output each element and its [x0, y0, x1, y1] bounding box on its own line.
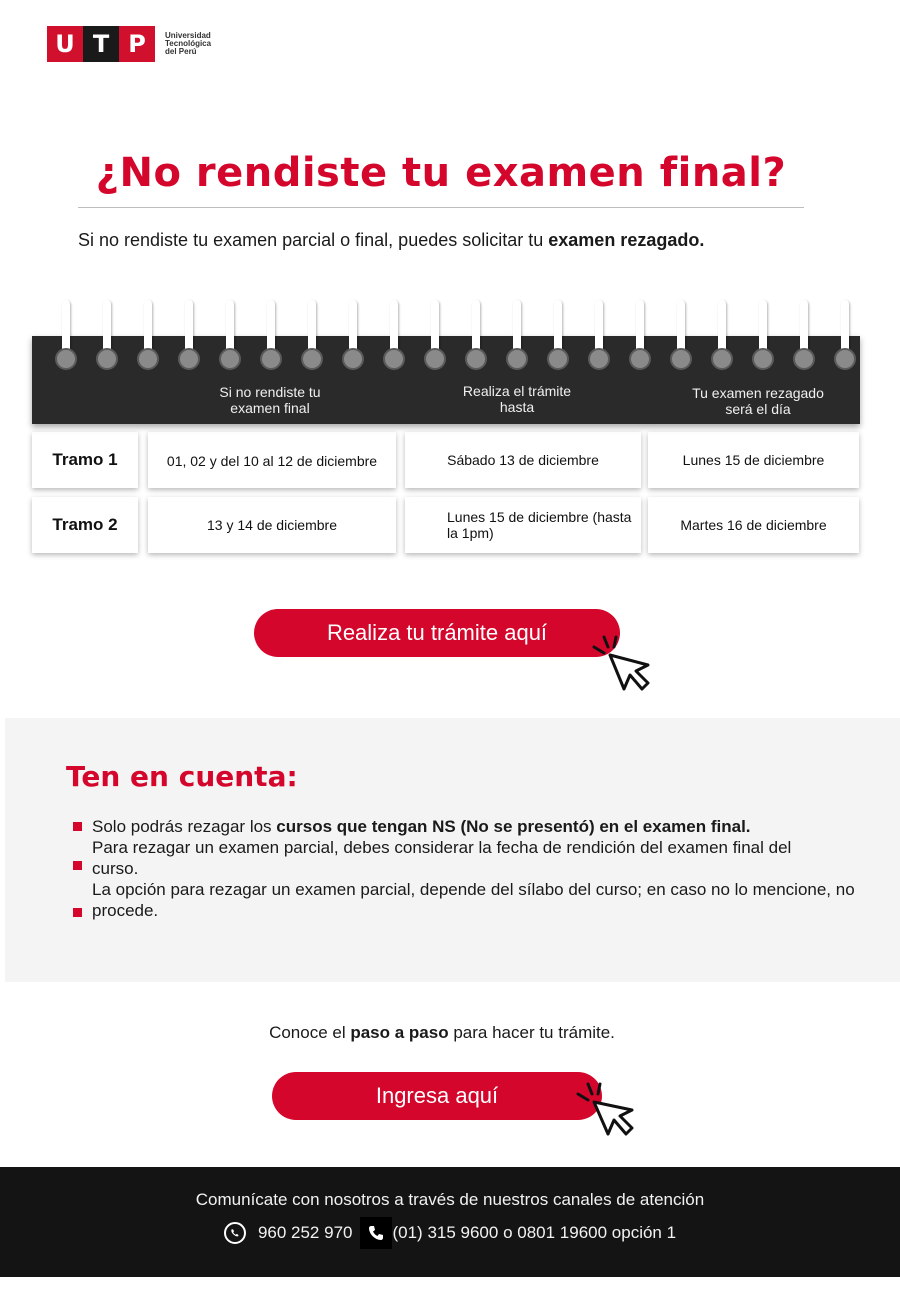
logo-letter: P — [119, 26, 155, 62]
calendar-ring-hole — [629, 348, 651, 370]
note-item — [92, 816, 862, 837]
steps-highlight: paso a paso — [350, 1023, 449, 1042]
calendar-ring-hole — [793, 348, 815, 370]
steps-prefix: Conoce el — [269, 1023, 351, 1042]
column-header-deadline: Realiza el trámite hasta — [462, 383, 572, 415]
whatsapp-icon — [224, 1222, 246, 1244]
calendar-ring-hole — [96, 348, 118, 370]
calendar-ring-hole — [834, 348, 856, 370]
calendar-ring-hole — [137, 348, 159, 370]
calendar-ring-hole — [219, 348, 241, 370]
subtitle-text: Si no rendiste tu examen parcial o final, puedes solicitar tu — [78, 230, 549, 250]
notes-list — [92, 816, 862, 921]
logo-letter: U — [47, 26, 83, 62]
steps-text — [0, 1023, 884, 1043]
column-header-exam-day: Tu examen rezagado será el día — [692, 385, 824, 417]
footer-contact-text: Comunícate con nosotros a través de nuestros canales de atención — [195, 1190, 705, 1209]
note-text: Solo podrás rezagar los — [92, 817, 277, 836]
whatsapp-number[interactable]: 960 252 970 — [257, 1223, 353, 1242]
calendar-ring-hole — [260, 348, 282, 370]
start-procedure-button[interactable]: Realiza tu trámite aquí — [254, 609, 620, 657]
calendar-ring-hole — [752, 348, 774, 370]
enter-here-button[interactable]: Ingresa aquí — [272, 1072, 602, 1120]
steps-suffix: para hacer tu trámite. — [448, 1023, 615, 1042]
bullet-icon — [73, 908, 82, 917]
calendar-ring-hole — [178, 348, 200, 370]
calendar-ring-hole — [465, 348, 487, 370]
phone-icon — [360, 1217, 392, 1249]
phone-numbers[interactable]: (01) 315 9600 o 0801 19600 opción 1 — [392, 1223, 677, 1242]
row-label-tramo-1: Tramo 1 — [32, 432, 138, 488]
calendar-ring-hole — [301, 348, 323, 370]
row-label-tramo-2: Tramo 2 — [32, 497, 138, 553]
bullet-icon — [73, 861, 82, 870]
calendar-ring-hole — [588, 348, 610, 370]
cell-deadline: Lunes 15 de diciembre (hasta la 1pm) — [405, 497, 641, 553]
subtitle-highlight: examen rezagado. — [548, 230, 705, 250]
cell-range: 01, 02 y del 10 al 12 de diciembre — [148, 432, 396, 488]
logo-text: Universidad Tecnológica del Perú — [165, 31, 212, 56]
pointer-cursor-icon — [574, 1080, 638, 1140]
notes-title: Ten en cuenta: — [66, 760, 298, 793]
calendar-ring-holes — [0, 0, 900, 380]
cell-exam-day: Lunes 15 de diciembre — [648, 432, 859, 488]
bullet-icon — [73, 822, 82, 831]
note-item: Para rezagar un examen parcial, debes considerar la fecha de rendición del examen final del curso. — [92, 838, 792, 878]
calendar-ring-hole — [55, 348, 77, 370]
cell-range: 13 y 14 de diciembre — [148, 497, 396, 553]
calendar-ring-hole — [342, 348, 364, 370]
page-title: ¿No rendiste tu examen final? — [95, 150, 787, 196]
logo-letter: T — [83, 26, 119, 62]
calendar-ring-hole — [711, 348, 733, 370]
calendar-ring-hole — [383, 348, 405, 370]
pointer-cursor-icon — [590, 633, 654, 695]
calendar-ring-hole — [670, 348, 692, 370]
column-header-range: Si no rendiste tu examen final — [219, 384, 321, 416]
calendar-ring-hole — [506, 348, 528, 370]
note-item: La opción para rezagar un examen parcial, depende del sílabo del curso; en caso no lo mencione, no procede. — [92, 880, 855, 920]
footer-contact-channels — [0, 1218, 900, 1248]
cell-exam-day: Martes 16 de diciembre — [648, 497, 859, 553]
calendar-ring-hole — [547, 348, 569, 370]
cell-deadline: Sábado 13 de diciembre — [405, 432, 641, 488]
calendar-ring-hole — [424, 348, 446, 370]
note-highlight: cursos que tengan NS (No se presentó) en el examen final. — [276, 817, 751, 836]
